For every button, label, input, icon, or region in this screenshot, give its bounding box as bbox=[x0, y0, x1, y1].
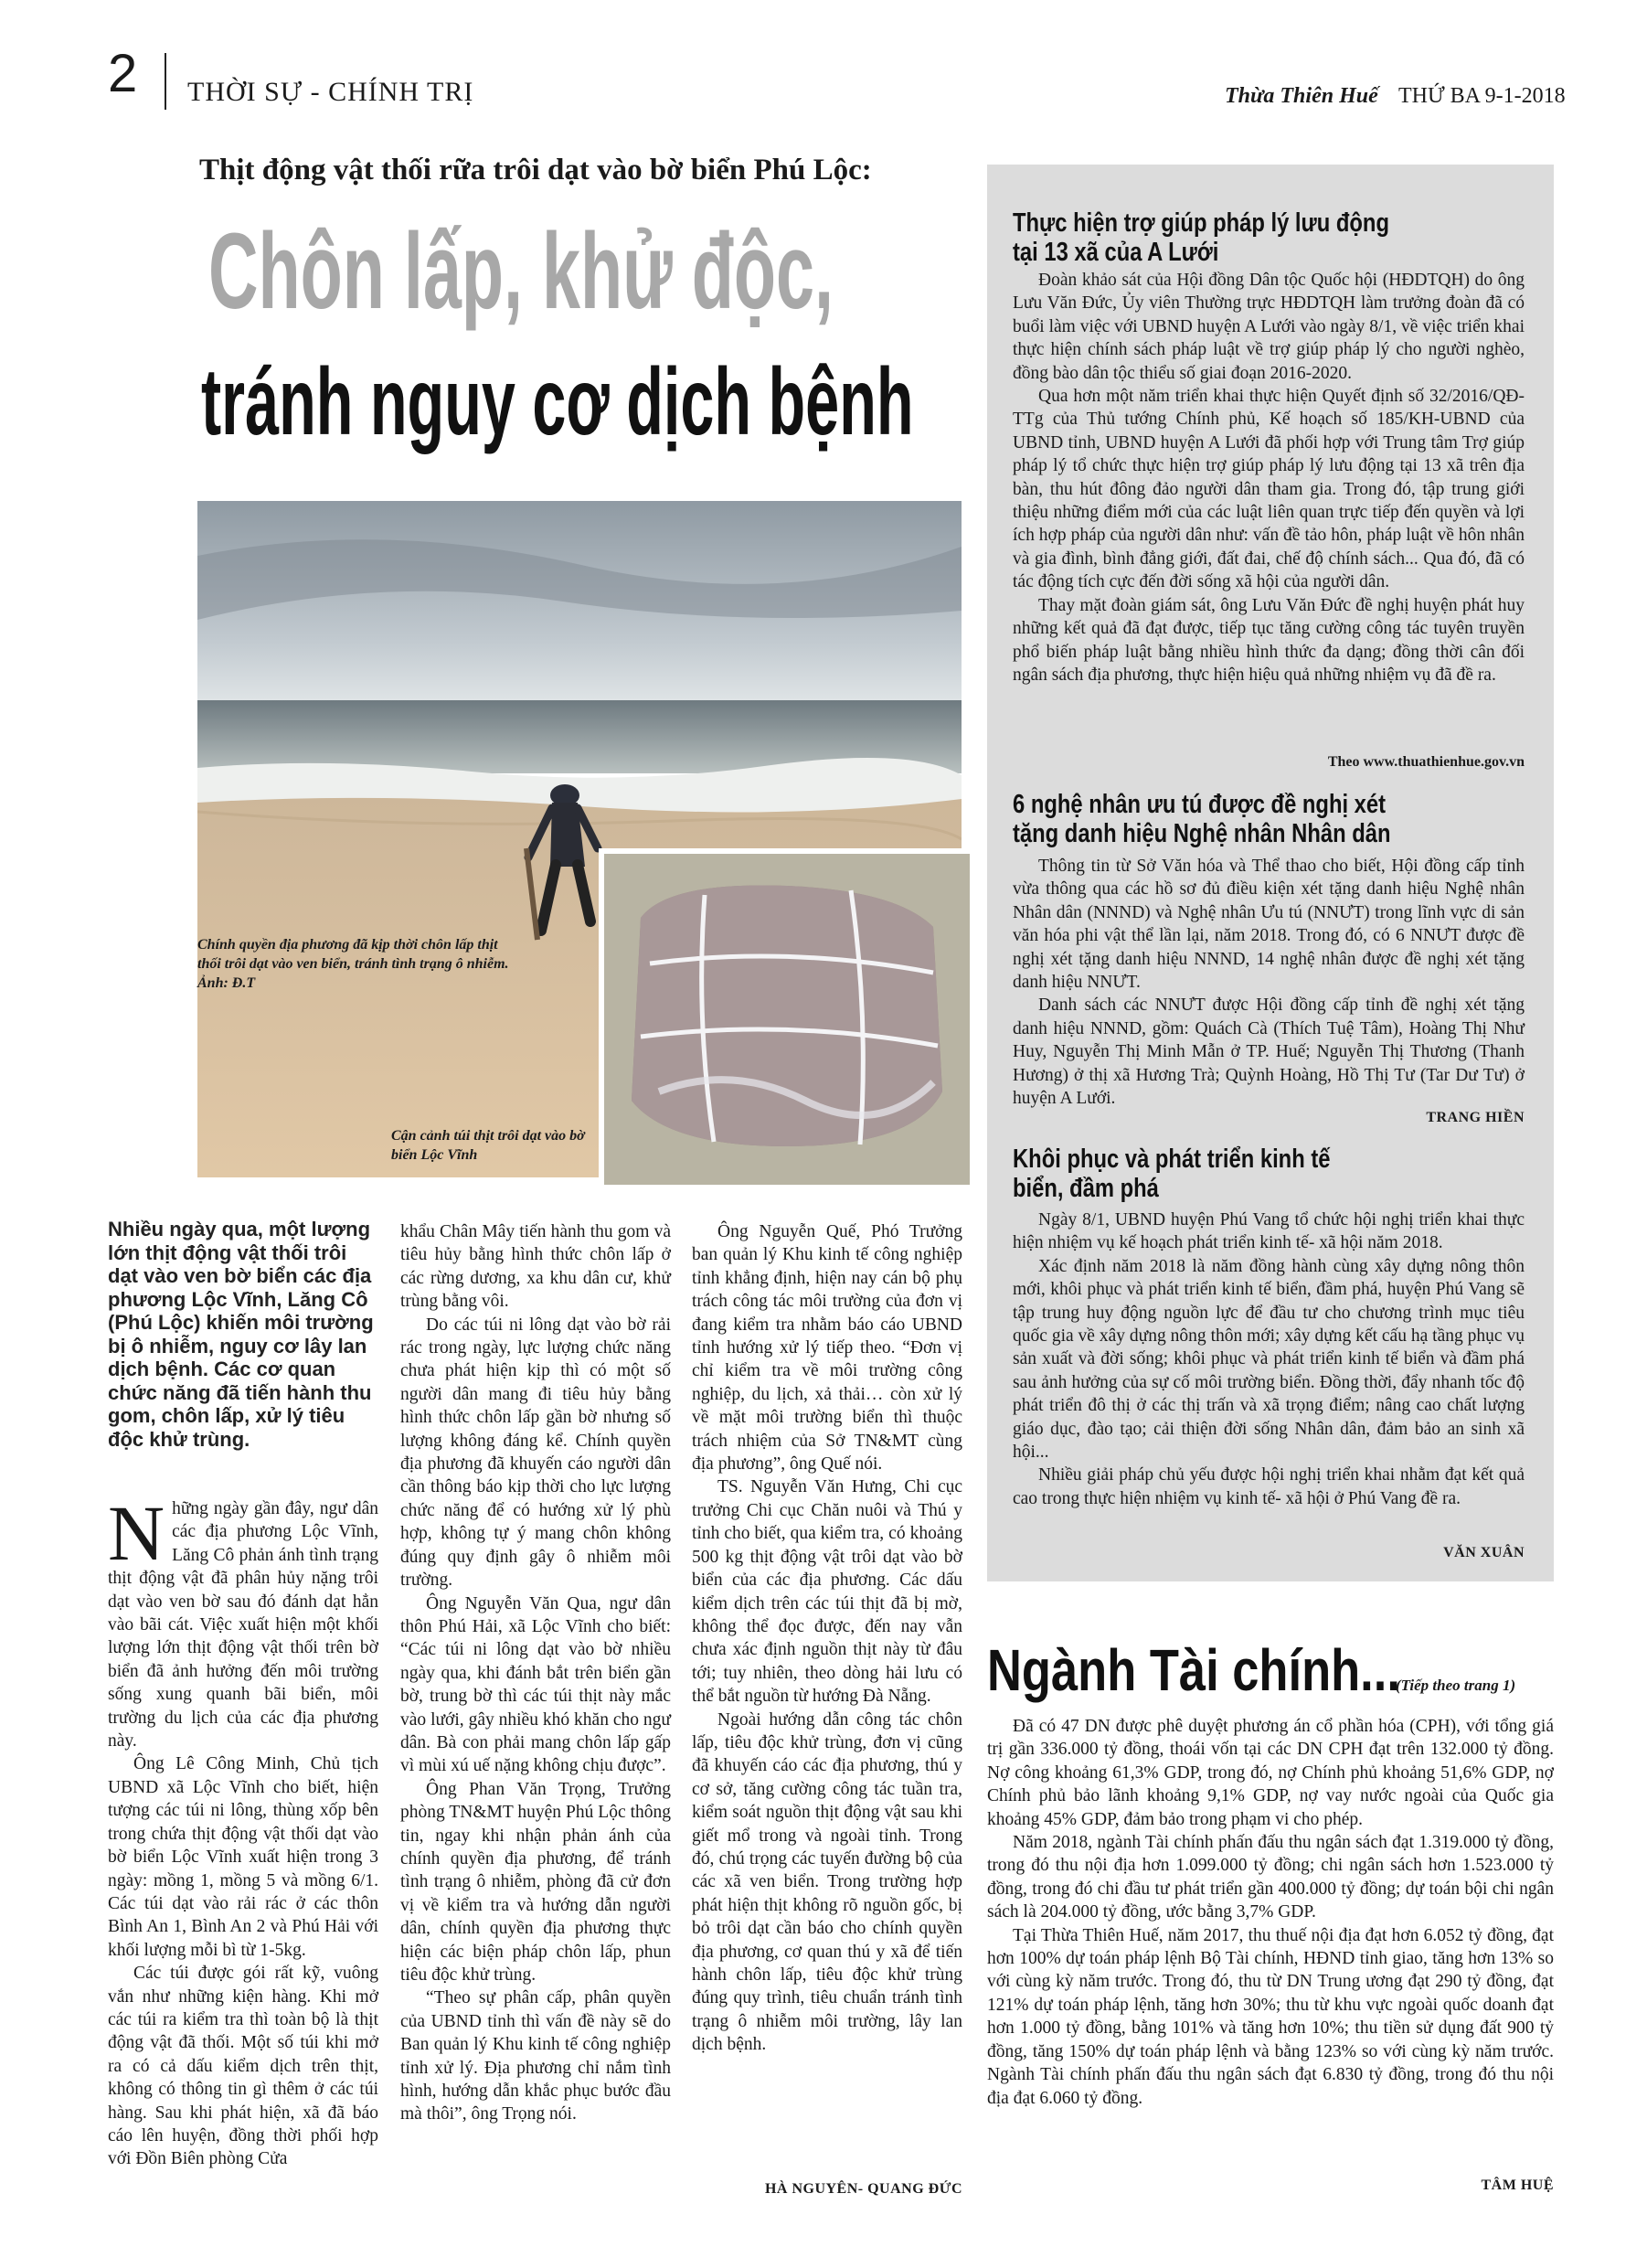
sidebar-story3-body bbox=[1013, 1209, 1525, 1510]
sidebar-story1-paragraph: Đoàn khảo sát của Hội đồng Dân tộc Quốc hội (HĐDTQH) do ông Lưu Văn Đức, Ủy viên Thường trực HĐDTQH làm trưởng đoàn đã có buổi làm việc với UBND huyện A Lưới vào ngày 8/1, về việc triển khai thực hiện chính sách pháp luật về trợ giúp pháp lý cho người nghèo, đồng bào dân tộc thiểu số giai đoạn 2016-2020. bbox=[1013, 271, 1525, 383]
article-byline: HÀ NGUYÊN- QUANG ĐỨC bbox=[764, 2181, 962, 2197]
sidebar-story1-body bbox=[1013, 269, 1525, 687]
article-headline-line1: Chôn lấp, khử độc, bbox=[208, 211, 834, 332]
meat-bag-photo bbox=[599, 848, 970, 1185]
sidebar-story3-paragraph: Nhiều giải pháp chủ yếu được hội nghị triển khai nhằm đạt kết quả cao trong thực hiện nhiệm vụ kinh tế- xã hội ở Phú Vang đề ra. bbox=[1013, 1465, 1525, 1508]
sidebar-story1-title: Thực hiện trợ giúp pháp lý lưu động tại 13 xã của A Lưới bbox=[1013, 208, 1389, 267]
sidebar-story1-byline: Theo www.thuathienhue.gov.vn bbox=[1327, 754, 1525, 770]
header-divider bbox=[165, 53, 166, 110]
dropcap: N bbox=[108, 1489, 165, 1577]
finance-paragraph: Năm 2018, ngành Tài chính phấn đấu thu ngân sách đạt 1.319.000 tỷ đồng, trong đó thu nội địa hơn 1.099.000 tỷ đồng; chi ngân sách hơn 1.523.000 tỷ đồng, trong đó chi đầu tư phát triển gần 400.000 tỷ đồng; dự toán bội chi ngân sách là 204.000 tỷ đồng, ước bằng 3,7% GDP. bbox=[987, 1833, 1554, 1922]
article-column-3 bbox=[692, 1220, 962, 2057]
col1-paragraph: Các túi được gói rất kỹ, vuông vắn như những kiện hàng. Khi mở các túi ra kiểm tra thì toàn bộ là thịt động vật đã thối. Một số túi khi mở ra có cả dấu kiểm dịch trên thịt, không có thông tin gì thêm ở các túi hàng. Sau khi phát hiện, xã đã báo cáo lên huyện, đồng thời phối hợp với Đồn Biên phòng Cửa bbox=[108, 1964, 378, 2169]
article-headline-line2: tránh nguy cơ dịch bệnh bbox=[201, 349, 914, 455]
bag-illustration bbox=[604, 854, 970, 1185]
col2-paragraph: “Theo sự phân cấp, phân quyền của UBND tỉnh thì vấn đề này sẽ do Ban quản lý Khu kinh tế công nghiệp tỉnh xử lý. Địa phương chỉ nắm tình hình, hướng dẫn khắc phục bước đầu mà thôi”, ông Trọng nói. bbox=[400, 1988, 671, 2124]
finance-byline: TÂM HUỆ bbox=[1481, 2177, 1554, 2193]
col2-paragraph: Ông Phan Văn Trọng, Trưởng phòng TN&MT huyện Phú Lộc thông tin, ngay khi nhận phản ánh của chính quyền địa phương, để tránh tình trạng ô nhiễm, phòng đã cử đơn vị về kiểm tra và hướng dẫn người dân, chính quyền địa phương thực hiện các biện pháp chôn lấp, phun tiêu độc khử trùng. bbox=[400, 1779, 671, 1985]
page-number: 2 bbox=[108, 44, 138, 103]
bag-photo-caption: Cận cảnh túi thịt trôi dạt vào bờ biển Lộc Vĩnh bbox=[391, 1128, 585, 1163]
paper-name: Thừa Thiên Huế bbox=[1225, 84, 1378, 108]
col3-paragraph: TS. Nguyễn Văn Hưng, Chi cục trưởng Chi cục Chăn nuôi và Thú y tỉnh cho biết, qua kiểm tra, có khoảng 500 kg thịt động vật trôi dạt vào bờ biển của các địa phương. Các dấu kiểm dịch trên các túi thịt đã bị mờ, không thể đọc được, đến nay vẫn chưa xác định nguồn thịt này từ đâu tới; tuy nhiên, theo dòng hải lưu có thể bắt nguồn từ hướng Đà Nẵng. bbox=[692, 1477, 962, 1707]
sidebar-story2-paragraph: Danh sách các NNƯT được Hội đồng cấp tỉnh đề nghị xét tặng danh hiệu NNND, gồm: Quách Cà (Thích Tuệ Tâm), Hoàng Thị Như Huy, Nguyễn Thị Minh Mẫn ở TP. Huế; Nguyễn Thị Thương (Thanh Hương) ở thị xã Hương Trà; Quỳnh Hoàng, Hồ Thị Tư (Tar Dư Tư) ở huyện A Lưới. bbox=[1013, 996, 1525, 1109]
finance-continued-note: (Tiếp theo trang 1) bbox=[1396, 1677, 1516, 1694]
finance-body bbox=[987, 1715, 1554, 2110]
col2-paragraph: Do các túi ni lông dạt vào bờ rải rác trong ngày, lực lượng chức năng chưa phát hiện kịp thì có một số người dân mang đi tiêu hủy bằng hình thức chôn lấp gần bờ nhưng số lượng không đáng kể. Chính quyền địa phương đã khuyến cáo người dân cần thông báo kịp thời cho lực lượng chức năng để có hướng xử lý phù hợp, không tự ý mang chôn không đúng quy định gây ô nhiễm môi trường. bbox=[400, 1315, 671, 1591]
sidebar-story1-paragraph: Qua hơn một năm triển khai thực hiện Quyết định số 32/2016/QĐ-TTg của Thủ tướng Chính phủ, Kế hoạch số 185/KH-UBND của UBND tỉnh, UBND huyện A Lưới đã phối hợp với Trung tâm Trợ giúp pháp lý tổ chức thực hiện trợ giúp pháp lý lưu động tại 13 xã trên địa bàn, thu hút đông đảo người dân tham gia. Trong đó, tập trung giới thiệu những điểm mới của các luật liên quan trực tiếp đến quyền và lợi ích hợp pháp của người dân như: vấn đề tảo hôn, pháp luật về hôn nhân và gia đình, bình đẳng giới, đất đai, chế độ chính sách... Qua đó, đã có tác động tích cực đến đời sống xã hội của người dân. bbox=[1013, 387, 1525, 592]
article-lead: Nhiều ngày qua, một lượng lớn thịt động vật thối trôi dạt vào ven bờ biển các địa phương Lộc Vĩnh, Lăng Cô (Phú Lộc) khiến môi trường bị ô nhiễm, nguy cơ lây lan dịch bệnh. Các cơ quan chức năng đã tiến hành thu gom, chôn lấp, xử lý tiêu độc khử trùng. bbox=[108, 1218, 374, 1451]
col2-first-paragraph: khẩu Chân Mây tiến hành thu gom và tiêu hủy bằng hình thức chôn lấp ở các rừng dương, xa khu dân cư, khử trùng bằng vôi. bbox=[400, 1222, 671, 1312]
beach-photo-caption: Chính quyền địa phương đã kịp thời chôn lấp thịt thối trôi dạt vào ven biển, tránh tình trạng ô nhiễm. Ảnh: Đ.T bbox=[197, 937, 509, 991]
issue-date: THỨ BA 9-1-2018 bbox=[1398, 84, 1566, 108]
col3-paragraph: Ông Nguyễn Quế, Phó Trưởng ban quản lý Khu kinh tế công nghiệp tỉnh khẳng định, hiện nay cán bộ phụ trách công tác môi trường của đơn vị đang kiểm tra nhằm báo cáo UBND tỉnh hướng xử lý tiếp theo. “Đơn vị chỉ kiểm tra về môi trường công nghiệp, du lịch, xả thải… còn xử lý về mặt môi trường biển thì thuộc trách nhiệm của Sở TN&MT cùng địa phương”, ông Quế nói. bbox=[692, 1222, 962, 1475]
col1-first-paragraph: hững ngày gần đây, ngư dân các địa phương Lộc Vĩnh, Lăng Cô phản ánh tình trạng thịt động vật đã phân hủy nặng trôi dạt vào ven bờ sau đó đánh dạt hẳn vào bãi cát. Việc xuất hiện một khối lượng lớn thịt động vật thối trên bờ biển đã ảnh hưởng đến môi trường sống xung quanh bãi biển, môi trường du lịch của các địa phương này. bbox=[108, 1499, 378, 1752]
sidebar-story2-body bbox=[1013, 855, 1525, 1110]
sidebar-story3-paragraph: Xác định năm 2018 là năm đồng hành cùng xây dựng nông thôn mới, khôi phục và phát triển kinh tế biển, đầm phá, huyện Phú Vang sẽ tập trung huy động nguồn lực để đầu tư cho chương trình mục tiêu quốc gia về xây dựng nông thôn mới; xây dựng kết cấu hạ tầng phục vụ sản xuất và đời sống; khôi phục và phát triển kinh tế biển và đầm phá sau ảnh hưởng của sự cố môi trường biển. Đồng thời, đẩy nhanh tốc độ phát triển đô thị ở các thị trấn và xã trọng điểm; nâng cao chất lượng giáo dục, đào tạo; cải thiện đời sống Nhân dân, đảm bảo an sinh xã hội... bbox=[1013, 1256, 1525, 1463]
finance-headline: Ngành Tài chính... bbox=[987, 1637, 1400, 1703]
article-kicker: Thịt động vật thối rữa trôi dạt vào bờ biển Phú Lộc: bbox=[199, 154, 872, 186]
article-column-2 bbox=[400, 1220, 671, 2126]
sidebar-story1-paragraph: Thay mặt đoàn giám sát, ông Lưu Văn Đức đề nghị huyện phát huy những kết quả đã đạt được, tiếp tục tăng cường công tác tuyên truyền phổ biến pháp luật bằng nhiều hình thức đa dạng; đồng thời cân đối ngân sách địa phương, thực hiện hiệu quả những nhiệm vụ đã đề ra. bbox=[1013, 595, 1525, 685]
sidebar-story3-paragraph: Ngày 8/1, UBND huyện Phú Vang tổ chức hội nghị triển khai thực hiện nhiệm vụ kế hoạch phát triển kinh tế- xã hội năm 2018. bbox=[1013, 1210, 1525, 1253]
finance-paragraph: Tại Thừa Thiên Huế, năm 2017, thu thuế nội địa đạt hơn 6.052 tỷ đồng, đạt hơn 100% dự toán pháp lệnh Bộ Tài chính, HĐND tỉnh giao, tăng hơn 13% so với cùng kỳ năm trước. Trong đó, thu từ DN Trung ương đạt 290 tỷ đồng, đạt 121% dự toán pháp lệnh, tăng hơn 30%; thu từ khu vực ngoài quốc doanh đạt hơn 1.000 tỷ đồng, bằng 101% và tăng hơn 10%; thu tiền sử dụng đất 900 tỷ đồng, tăng 150% dự toán pháp lệnh và bằng 123% so với cùng kỳ năm trước. Ngành Tài chính phấn đấu thu ngân sách đạt 6.830 tỷ đồng, trong đó thu nội địa đạt 6.060 tỷ đồng. bbox=[987, 1925, 1554, 2108]
finance-paragraph: Đã có 47 DN được phê duyệt phương án cổ phần hóa (CPH), với tổng giá trị gần 336.000 tỷ đồng, thoái vốn tại các DN CPH đạt trên 132.000 tỷ đồng. Nợ công khoảng 61,3% GDP, trong đó, nợ Chính phủ khoảng 51,6% GDP, nợ Chính phủ bảo lãnh khoảng 9,1% GDP, nợ vay nước ngoài của Quốc gia khoảng 45% GDP, đảm bảo trong phạm vi cho phép. bbox=[987, 1717, 1554, 1829]
col2-paragraph: Ông Nguyễn Văn Qua, ngư dân thôn Phú Hải, xã Lộc Vĩnh cho biết: “Các túi ni lông dạt vào bờ nhiều ngày qua, khi đánh bắt trên biển gần bờ, trung bờ thì các túi thịt này mắc vào lưới, gây nhiều khó khăn cho ngư dân. Bà con phải mang chôn lấp gấp vì mùi xú uế nặng không chịu được”. bbox=[400, 1593, 671, 1776]
col1-paragraph: Ông Lê Công Minh, Chủ tịch UBND xã Lộc Vĩnh cho biết, hiện tượng các túi ni lông, thùng xốp bên trong chứa thịt động vật thối dạt vào bờ biển Lộc Vĩnh xuất hiện trong 3 ngày: mồng 1, mồng 5 và mồng 6/1. Các túi dạt vào rải rác ở các thôn Bình An 1, Bình An 2 và Phú Hải với khối lượng mỗi bì từ 1-5kg. bbox=[108, 1754, 378, 1960]
article-column-1 bbox=[108, 1489, 378, 2171]
sidebar-story2-paragraph: Thông tin từ Sở Văn hóa và Thể thao cho biết, Hội đồng cấp tỉnh vừa thông qua các hồ sơ đủ điều kiện xét tặng danh hiệu Nghệ nhân Nhân dân (NNND) và Nghệ nhân Ưu tú (NNƯT) trong lĩnh vực di sản văn hóa phi vật thể lần lại, năm 2018. Trong đó, có 6 NNƯT được đề nghị xét tặng danh hiệu NNND, 14 nghệ nhân được đề nghị xét tặng danh hiệu NNƯT. bbox=[1013, 857, 1525, 993]
sidebar-story3-byline: VĂN XUÂN bbox=[1443, 1545, 1525, 1560]
sidebar-story2-title: 6 nghệ nhân ưu tú được đề nghị xét tặng danh hiệu Nghệ nhân Nhân dân bbox=[1013, 790, 1391, 848]
sidebar-story2-byline: TRANG HIỀN bbox=[1426, 1110, 1525, 1125]
section-title: THỜI SỰ - CHÍNH TRỊ bbox=[187, 77, 474, 107]
col3-paragraph: Ngoài hướng dẫn công tác chôn lấp, tiêu độc khử trùng, đơn vị cũng đã khuyến cáo các địa phương, thú y cơ sở, tăng cường công tác tuần tra, kiểm soát nguồn thịt động vật sau khi giết mổ trong và ngoài tỉnh. Trong đó, chú trọng các tuyến đường bộ của các xã ven biển. Trong trường hợp phát hiện thịt không rõ nguồn gốc, bị bỏ trôi dạt cần báo cho chính quyền địa phương, cơ quan thú y xã để tiến hành chôn lấp, tiêu độc khử trùng đúng quy trình, tiêu chuẩn tránh tình trạng ô nhiễm môi trường, lây lan dịch bệnh. bbox=[692, 1709, 962, 2055]
sidebar-story3-title: Khôi phục và phát triển kinh tế biển, đầm phá bbox=[1013, 1145, 1331, 1203]
